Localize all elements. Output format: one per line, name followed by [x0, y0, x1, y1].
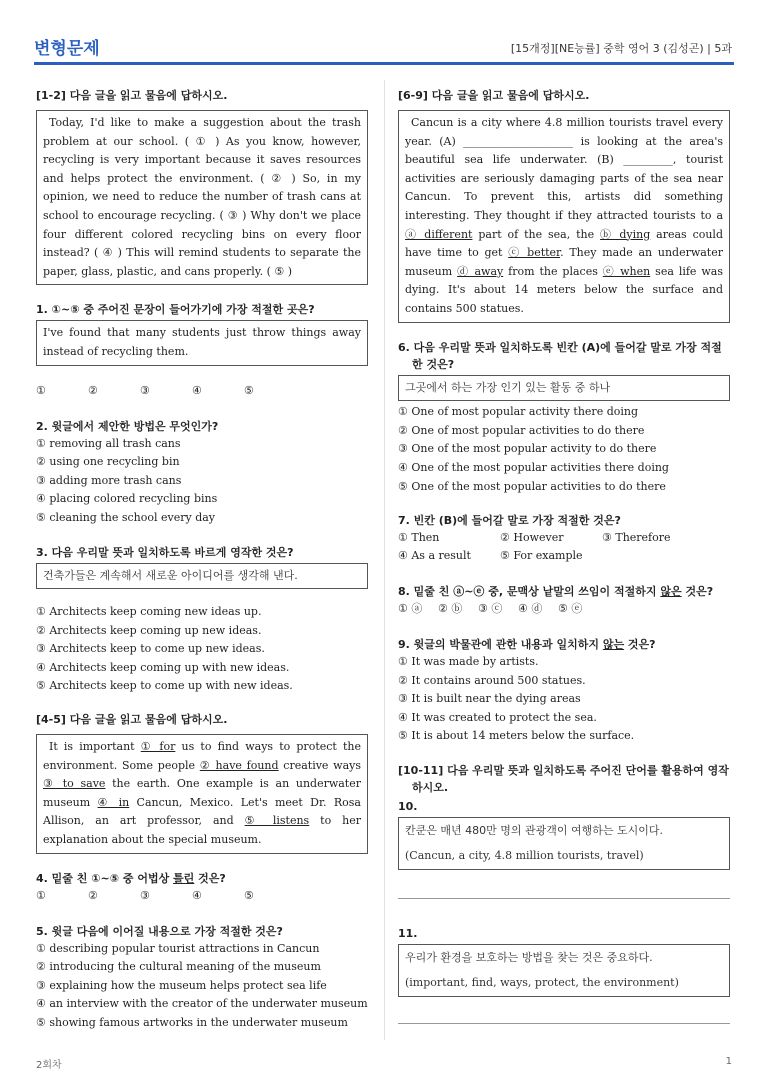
stem-text: 것은? — [624, 638, 656, 652]
q3-option-4[interactable]: ④ Architects keep coming up with new ideas. — [36, 660, 290, 674]
page-number: 1 — [725, 1056, 732, 1067]
question-4-stem — [36, 870, 368, 887]
underline-c: ⓒ better — [508, 246, 561, 260]
stem-text: 것은? — [194, 871, 226, 885]
passage-text: It is important — [49, 740, 141, 754]
question-1-stem: 1. ①~⑤ 중 주어진 문장이 들어가기에 가장 적절한 곳은? — [36, 303, 315, 317]
passage-text: sea life was dying. It's about 14 meters below the surface and contains 500 statues. — [405, 264, 723, 315]
left-column — [36, 88, 368, 1033]
q3-option-3[interactable]: ③ Architects keep to come up new ideas. — [36, 642, 265, 656]
section-heading-1-2: [1-2] 다음 글을 읽고 물음에 답하시오. — [36, 89, 228, 102]
passage-text: areas could have time to get — [405, 227, 723, 260]
section-heading-4-5: [4-5] 다음 글을 읽고 물음에 답하시오. — [36, 713, 228, 727]
underline-d: ⓓ away — [457, 264, 504, 278]
q7-option-2[interactable]: ② However — [500, 531, 564, 545]
q2-option-2[interactable]: ② using one recycling bin — [36, 455, 180, 469]
q7-option-5[interactable]: ⑤ For example — [500, 549, 583, 563]
section-heading-6-9: [6-9] 다음 글을 읽고 물음에 답하시오. — [398, 89, 590, 102]
footer-round: 2회차 — [36, 1060, 62, 1071]
q9-option-1[interactable]: ① It was made by artists. — [398, 655, 539, 669]
question-8-stem — [398, 583, 730, 600]
q8-option-2[interactable]: ② ⓑ — [438, 602, 463, 616]
question-4-options — [36, 887, 368, 905]
stem-text: 9. 윗글의 박물관에 관한 내용과 일치하지 — [398, 638, 603, 652]
q1-option-5[interactable]: ⑤ — [244, 383, 254, 397]
korean-sentence-box — [36, 563, 368, 590]
question-7-options-row-1 — [398, 529, 730, 547]
right-column — [398, 88, 730, 1024]
stem-underline: 않은 — [660, 585, 682, 599]
q11-korean: 우리가 환경을 보호하는 방법을 찾는 것은 중요하다. — [405, 951, 653, 965]
passage-text: creative ways — [278, 758, 361, 772]
q6-option-4[interactable]: ④ One of the most popular activities there doing — [398, 460, 669, 474]
passage-text: from the places — [503, 264, 603, 278]
passage-text: the earth. One example is an underwater museum — [43, 777, 361, 809]
q10-words: (Cancun, a city, 4.8 million tourists, travel) — [405, 848, 644, 862]
q6-option-1[interactable]: ① One of most popular activity there doing — [398, 405, 639, 419]
q9-option-3[interactable]: ③ It is built near the dying areas — [398, 692, 581, 706]
question-6-stem — [398, 339, 730, 373]
q2-option-4[interactable]: ④ placing colored recycling bins — [36, 492, 218, 506]
underline-4: ④ in — [97, 795, 130, 809]
stem-text: 4. 밑줄 친 ①~⑤ 중 어법상 — [36, 871, 174, 885]
passage-text: us to find ways to protect the environment. Some people — [43, 740, 361, 772]
question-2-stem: 2. 윗글에서 제안한 방법은 무엇인가? — [36, 419, 219, 433]
korean-sentence: 건축가들은 계속해서 새로운 아이디어를 생각해 낸다. — [43, 568, 298, 582]
q3-option-1[interactable]: ① Architects keep coming new ideas up. — [36, 605, 262, 619]
header-rule — [34, 62, 734, 65]
stem-text: 한 것은? — [412, 357, 455, 371]
section-heading-text: 하시오. — [412, 781, 449, 795]
page-title: 변형문제 — [34, 39, 100, 59]
q9-option-4[interactable]: ④ It was created to protect the sea. — [398, 710, 597, 724]
q7-option-3[interactable]: ③ Therefore — [602, 531, 671, 545]
q1-option-1[interactable]: ① — [36, 383, 46, 397]
q5-option-4[interactable]: ④ an interview with the creator of the underwater museum — [36, 997, 368, 1011]
q8-option-3[interactable]: ③ ⓒ — [478, 602, 503, 616]
korean-phrase: 그곳에서 하는 가장 인기 있는 활동 중 하나 — [405, 380, 611, 394]
passage-text: Today, I'd like to make a suggestion about the trash problem at our school. ( ① ) As you know, however, recycling is very important because it saves resources and helps protect the environment. ( ② ) So, in my opinion, we need to reduce the number of trash cans at school to encourage recycling. ( ③ ) Why don't we place four different colored recycling bins on every floor instead? ( ④ ) This will remind students to separate the paper, glass, plastic, and cans properly. ( ⑤ ) — [43, 116, 361, 278]
question-11-number: 11. — [398, 927, 418, 941]
question-5-stem: 5. 윗글 다음에 이어질 내용으로 가장 적절한 것은? — [36, 924, 283, 938]
passage-text: Cancun is a city where 4.8 million tourists travel every year. (A) ____________________ is looking at the area's beautiful sea life underwater. (B) _________, tourist activities are seriously damaging parts of the sea near Cancun. To prevent this, artists did something interesting. They thought if they attracted tourists to a — [405, 116, 723, 222]
underline-5: ⑤ listens — [244, 814, 310, 828]
underline-1: ① for — [140, 740, 176, 754]
question-11-box — [398, 944, 730, 997]
q2-option-3[interactable]: ③ adding more trash cans — [36, 473, 182, 487]
question-7-options-row-2 — [398, 547, 730, 565]
passage-text: . They made an underwater museum — [405, 246, 723, 278]
underline-b: ⓑ dying — [600, 227, 651, 241]
passage-text: to her explanation about the special museum. — [43, 814, 362, 847]
q5-option-3[interactable]: ③ explaining how the museum helps protect sea life — [36, 978, 327, 992]
underline-e: ⓔ when — [602, 264, 651, 278]
question-3-stem: 3. 다음 우리말 뜻과 일치하도록 바르게 영작한 것은? — [36, 545, 294, 559]
question-1-options — [36, 382, 368, 400]
q5-option-5[interactable]: ⑤ showing famous artworks in the underwater museum — [36, 1016, 348, 1029]
section-heading-10-11 — [398, 762, 730, 796]
q5-option-1[interactable]: ① describing popular tourist attractions in Cancun — [36, 941, 320, 955]
q2-option-1[interactable]: ① removing all trash cans — [36, 436, 181, 450]
q2-option-5[interactable]: ⑤ cleaning the school every day — [36, 510, 216, 524]
column-divider — [384, 80, 385, 1040]
stem-underline: 틀린 — [173, 871, 195, 885]
stem-text: 것은? — [681, 585, 714, 599]
underline-a: ⓐ different — [405, 227, 473, 241]
given-sentence: I've found that many students just throw things away instead of recycling them. — [43, 326, 361, 358]
answer-line-11[interactable] — [398, 1023, 730, 1024]
q6-option-3[interactable]: ③ One of the most popular activity to do there — [398, 442, 657, 456]
korean-phrase-box — [398, 375, 730, 402]
q11-words: (important, find, ways, protect, the environment) — [405, 975, 679, 989]
underline-2: ② have found — [199, 758, 279, 772]
page-subtitle: [15개정][NE능률] 중학 영어 3 (김성곤) | 5과 — [510, 42, 732, 55]
q6-option-2[interactable]: ② One of most popular activities to do there — [398, 423, 645, 437]
q8-option-5[interactable]: ⑤ ⓔ — [558, 602, 583, 616]
question-7-stem: 7. 빈칸 (B)에 들어갈 말로 가장 적절한 것은? — [398, 514, 621, 528]
question-9-stem — [398, 636, 730, 653]
underline-3: ③ to save — [43, 777, 106, 791]
stem-text: 6. 다음 우리말 뜻과 일치하도록 빈칸 (A)에 들어갈 말로 가장 적절 — [398, 340, 722, 354]
q1-option-2[interactable]: ② — [88, 383, 98, 397]
passage-text: Cancun, Mexico. Let's meet Dr. Rosa Allison, an art professor, and — [43, 795, 361, 828]
q4-option-3[interactable]: ③ — [140, 888, 150, 902]
stem-text: 8. 밑줄 친 ⓐ~ⓔ 중, 문맥상 낱말의 쓰임이 적절하지 — [398, 585, 661, 599]
q5-option-2[interactable]: ② introducing the cultural meaning of the museum — [36, 960, 321, 974]
passage-6-9 — [398, 110, 730, 323]
q4-option-5[interactable]: ⑤ — [244, 888, 254, 902]
question-10-number: 10. — [398, 800, 418, 814]
passage-1-2 — [36, 110, 368, 285]
given-sentence-box — [36, 320, 368, 365]
q1-option-4[interactable]: ④ — [192, 383, 202, 397]
question-10-box — [398, 817, 730, 870]
q4-option-1[interactable]: ① — [36, 888, 46, 902]
q8-option-4[interactable]: ④ ⓓ — [518, 602, 543, 616]
passage-text: part of the sea, the — [472, 227, 601, 241]
q7-option-1[interactable]: ① Then — [398, 531, 440, 545]
question-8-options — [398, 600, 730, 618]
q9-option-2[interactable]: ② It contains around 500 statues. — [398, 673, 586, 687]
q6-option-5[interactable]: ⑤ One of the most popular activities to do there — [398, 479, 666, 493]
q8-option-1[interactable]: ① ⓐ — [398, 602, 423, 616]
q9-option-5[interactable]: ⑤ It is about 14 meters below the surface. — [398, 729, 635, 743]
q7-option-4[interactable]: ④ As a result — [398, 549, 471, 563]
section-heading-text: [10-11] 다음 우리말 뜻과 일치하도록 주어진 단어를 활용하여 영작 — [398, 764, 729, 778]
passage-4-5 — [36, 734, 368, 854]
q1-option-3[interactable]: ③ — [140, 383, 150, 397]
q3-option-2[interactable]: ② Architects keep coming up new ideas. — [36, 623, 262, 637]
q10-korean: 칸쿤은 매년 480만 명의 관광객이 여행하는 도시이다. — [405, 824, 663, 838]
q4-option-4[interactable]: ④ — [192, 888, 202, 902]
q3-option-5[interactable]: ⑤ Architects keep to come up with new ideas. — [36, 679, 293, 693]
q4-option-2[interactable]: ② — [88, 888, 98, 902]
stem-underline: 않는 — [602, 638, 625, 652]
